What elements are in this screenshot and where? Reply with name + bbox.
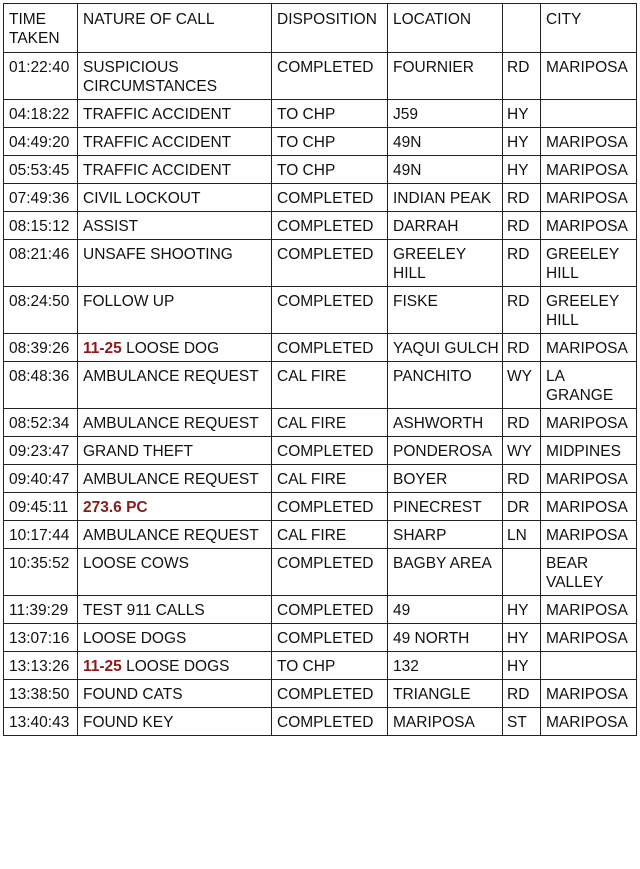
location-cell: J59	[388, 100, 503, 128]
nature-cell	[78, 287, 272, 334]
location-cell: 49 NORTH	[388, 624, 503, 652]
street-suffix-cell: HY	[503, 100, 541, 128]
city-cell: MARIPOSA	[541, 680, 637, 708]
table-row	[4, 437, 637, 465]
disposition-cell: TO CHP	[272, 128, 388, 156]
nature-text: ASSIST	[83, 218, 139, 235]
disposition-cell: TO CHP	[272, 100, 388, 128]
location-cell: FOURNIER	[388, 53, 503, 100]
nature-text: CIVIL LOCKOUT	[83, 190, 201, 207]
nature-cell	[78, 53, 272, 100]
city-cell: GREELEY HILL	[541, 240, 637, 287]
table-row	[4, 680, 637, 708]
street-suffix-cell: WY	[503, 362, 541, 409]
city-cell: MARIPOSA	[541, 465, 637, 493]
location-cell: 49	[388, 596, 503, 624]
nature-cell	[78, 680, 272, 708]
header-time: TIME TAKEN	[4, 4, 78, 53]
time-cell: 13:13:26	[4, 652, 78, 680]
disposition-cell: COMPLETED	[272, 334, 388, 362]
table-row	[4, 184, 637, 212]
street-suffix-cell: HY	[503, 652, 541, 680]
disposition-cell: COMPLETED	[272, 53, 388, 100]
city-cell	[541, 652, 637, 680]
time-cell: 08:52:34	[4, 409, 78, 437]
disposition-cell: COMPLETED	[272, 708, 388, 736]
nature-cell	[78, 409, 272, 437]
street-suffix-cell: RD	[503, 465, 541, 493]
nature-cell	[78, 362, 272, 409]
table-row	[4, 521, 637, 549]
code-highlight: 11-25	[83, 340, 122, 357]
city-cell: MARIPOSA	[541, 708, 637, 736]
time-cell: 05:53:45	[4, 156, 78, 184]
location-cell: DARRAH	[388, 212, 503, 240]
table-row	[4, 100, 637, 128]
nature-text: TEST 911 CALLS	[83, 602, 205, 619]
nature-text: TRAFFIC ACCIDENT	[83, 106, 232, 123]
header-city: CITY	[541, 4, 637, 53]
header-row	[4, 4, 637, 53]
street-suffix-cell: RD	[503, 212, 541, 240]
location-cell: FISKE	[388, 287, 503, 334]
time-cell: 04:18:22	[4, 100, 78, 128]
location-cell: PANCHITO	[388, 362, 503, 409]
table-row	[4, 287, 637, 334]
location-cell: GREELEY HILL	[388, 240, 503, 287]
nature-text: AMBULANCE REQUEST	[83, 415, 259, 432]
header-nature: NATURE OF CALL	[78, 4, 272, 53]
nature-cell	[78, 624, 272, 652]
city-cell: MARIPOSA	[541, 493, 637, 521]
time-cell: 11:39:29	[4, 596, 78, 624]
time-cell: 13:40:43	[4, 708, 78, 736]
nature-cell	[78, 128, 272, 156]
code-highlight: 11-25	[83, 658, 122, 675]
time-cell: 09:40:47	[4, 465, 78, 493]
code-highlight: 273.6 PC	[83, 499, 148, 516]
header-location: LOCATION	[388, 4, 503, 53]
city-cell: MARIPOSA	[541, 624, 637, 652]
table-row	[4, 624, 637, 652]
table-row	[4, 362, 637, 409]
nature-text: UNSAFE SHOOTING	[83, 246, 233, 263]
header-suffix	[503, 4, 541, 53]
location-cell: 132	[388, 652, 503, 680]
nature-cell	[78, 596, 272, 624]
city-cell: GREELEY HILL	[541, 287, 637, 334]
street-suffix-cell: HY	[503, 156, 541, 184]
time-cell: 09:23:47	[4, 437, 78, 465]
table-row	[4, 128, 637, 156]
disposition-cell: COMPLETED	[272, 437, 388, 465]
time-cell: 08:39:26	[4, 334, 78, 362]
time-cell: 04:49:20	[4, 128, 78, 156]
table-row	[4, 53, 637, 100]
nature-text: FOLLOW UP	[83, 293, 175, 310]
time-cell: 13:38:50	[4, 680, 78, 708]
disposition-cell: COMPLETED	[272, 680, 388, 708]
nature-cell	[78, 652, 272, 680]
table-body	[4, 53, 637, 736]
table-row	[4, 409, 637, 437]
street-suffix-cell: LN	[503, 521, 541, 549]
nature-cell	[78, 437, 272, 465]
location-cell: TRIANGLE	[388, 680, 503, 708]
location-cell: SHARP	[388, 521, 503, 549]
nature-text: AMBULANCE REQUEST	[83, 471, 259, 488]
location-cell: YAQUI GULCH	[388, 334, 503, 362]
street-suffix-cell: WY	[503, 437, 541, 465]
street-suffix-cell: RD	[503, 334, 541, 362]
location-cell: PINECREST	[388, 493, 503, 521]
header-disposition: DISPOSITION	[272, 4, 388, 53]
table-row	[4, 652, 637, 680]
table-row	[4, 212, 637, 240]
street-suffix-cell: RD	[503, 287, 541, 334]
time-cell: 08:15:12	[4, 212, 78, 240]
location-cell: ASHWORTH	[388, 409, 503, 437]
disposition-cell: TO CHP	[272, 156, 388, 184]
time-cell: 07:49:36	[4, 184, 78, 212]
disposition-cell: CAL FIRE	[272, 465, 388, 493]
location-cell: BOYER	[388, 465, 503, 493]
city-cell: MARIPOSA	[541, 521, 637, 549]
nature-text: LOOSE DOGS	[126, 658, 230, 675]
nature-text: SUSPICIOUS CIRCUMSTANCES	[83, 59, 218, 95]
disposition-cell: COMPLETED	[272, 212, 388, 240]
disposition-cell: COMPLETED	[272, 493, 388, 521]
nature-text: LOOSE DOG	[126, 340, 220, 357]
city-cell: BEAR VALLEY	[541, 549, 637, 596]
nature-cell	[78, 100, 272, 128]
street-suffix-cell: ST	[503, 708, 541, 736]
nature-cell	[78, 549, 272, 596]
nature-cell	[78, 493, 272, 521]
disposition-cell: CAL FIRE	[272, 362, 388, 409]
nature-text: FOUND KEY	[83, 714, 174, 731]
disposition-cell: COMPLETED	[272, 596, 388, 624]
nature-cell	[78, 212, 272, 240]
table-row	[4, 596, 637, 624]
table-row	[4, 493, 637, 521]
nature-cell	[78, 521, 272, 549]
disposition-cell: COMPLETED	[272, 184, 388, 212]
table-row	[4, 240, 637, 287]
street-suffix-cell: RD	[503, 53, 541, 100]
table-row	[4, 334, 637, 362]
nature-cell	[78, 334, 272, 362]
nature-text: LOOSE DOGS	[83, 630, 187, 647]
city-cell: MARIPOSA	[541, 212, 637, 240]
time-cell: 09:45:11	[4, 493, 78, 521]
city-cell: MARIPOSA	[541, 53, 637, 100]
nature-text: AMBULANCE REQUEST	[83, 368, 259, 385]
nature-text: FOUND CATS	[83, 686, 183, 703]
city-cell: MIDPINES	[541, 437, 637, 465]
nature-text: TRAFFIC ACCIDENT	[83, 134, 232, 151]
table-row	[4, 156, 637, 184]
call-log-table	[3, 3, 637, 736]
location-cell: INDIAN PEAK	[388, 184, 503, 212]
location-cell: 49N	[388, 156, 503, 184]
table-row	[4, 708, 637, 736]
nature-cell	[78, 240, 272, 287]
time-cell: 10:17:44	[4, 521, 78, 549]
time-cell: 10:35:52	[4, 549, 78, 596]
disposition-cell: CAL FIRE	[272, 409, 388, 437]
time-cell: 13:07:16	[4, 624, 78, 652]
table-row	[4, 549, 637, 596]
city-cell: MARIPOSA	[541, 156, 637, 184]
disposition-cell: CAL FIRE	[272, 521, 388, 549]
location-cell: PONDEROSA	[388, 437, 503, 465]
location-cell: MARIPOSA	[388, 708, 503, 736]
disposition-cell: COMPLETED	[272, 549, 388, 596]
nature-text: GRAND THEFT	[83, 443, 193, 460]
disposition-cell: COMPLETED	[272, 240, 388, 287]
city-cell: MARIPOSA	[541, 184, 637, 212]
nature-cell	[78, 156, 272, 184]
nature-cell	[78, 184, 272, 212]
time-cell: 01:22:40	[4, 53, 78, 100]
city-cell: MARIPOSA	[541, 128, 637, 156]
street-suffix-cell: HY	[503, 624, 541, 652]
street-suffix-cell	[503, 549, 541, 596]
disposition-cell: TO CHP	[272, 652, 388, 680]
city-cell: MARIPOSA	[541, 596, 637, 624]
disposition-cell: COMPLETED	[272, 287, 388, 334]
street-suffix-cell: HY	[503, 596, 541, 624]
city-cell	[541, 100, 637, 128]
nature-text: AMBULANCE REQUEST	[83, 527, 259, 544]
street-suffix-cell: RD	[503, 409, 541, 437]
disposition-cell: COMPLETED	[272, 624, 388, 652]
nature-cell	[78, 465, 272, 493]
time-cell: 08:48:36	[4, 362, 78, 409]
location-cell: 49N	[388, 128, 503, 156]
street-suffix-cell: DR	[503, 493, 541, 521]
city-cell: LA GRANGE	[541, 362, 637, 409]
street-suffix-cell: RD	[503, 680, 541, 708]
nature-cell	[78, 708, 272, 736]
table-row	[4, 465, 637, 493]
location-cell: BAGBY AREA	[388, 549, 503, 596]
nature-text: LOOSE COWS	[83, 555, 189, 572]
nature-text: TRAFFIC ACCIDENT	[83, 162, 232, 179]
street-suffix-cell: RD	[503, 240, 541, 287]
city-cell: MARIPOSA	[541, 334, 637, 362]
time-cell: 08:21:46	[4, 240, 78, 287]
time-cell: 08:24:50	[4, 287, 78, 334]
street-suffix-cell: RD	[503, 184, 541, 212]
city-cell: MARIPOSA	[541, 409, 637, 437]
street-suffix-cell: HY	[503, 128, 541, 156]
